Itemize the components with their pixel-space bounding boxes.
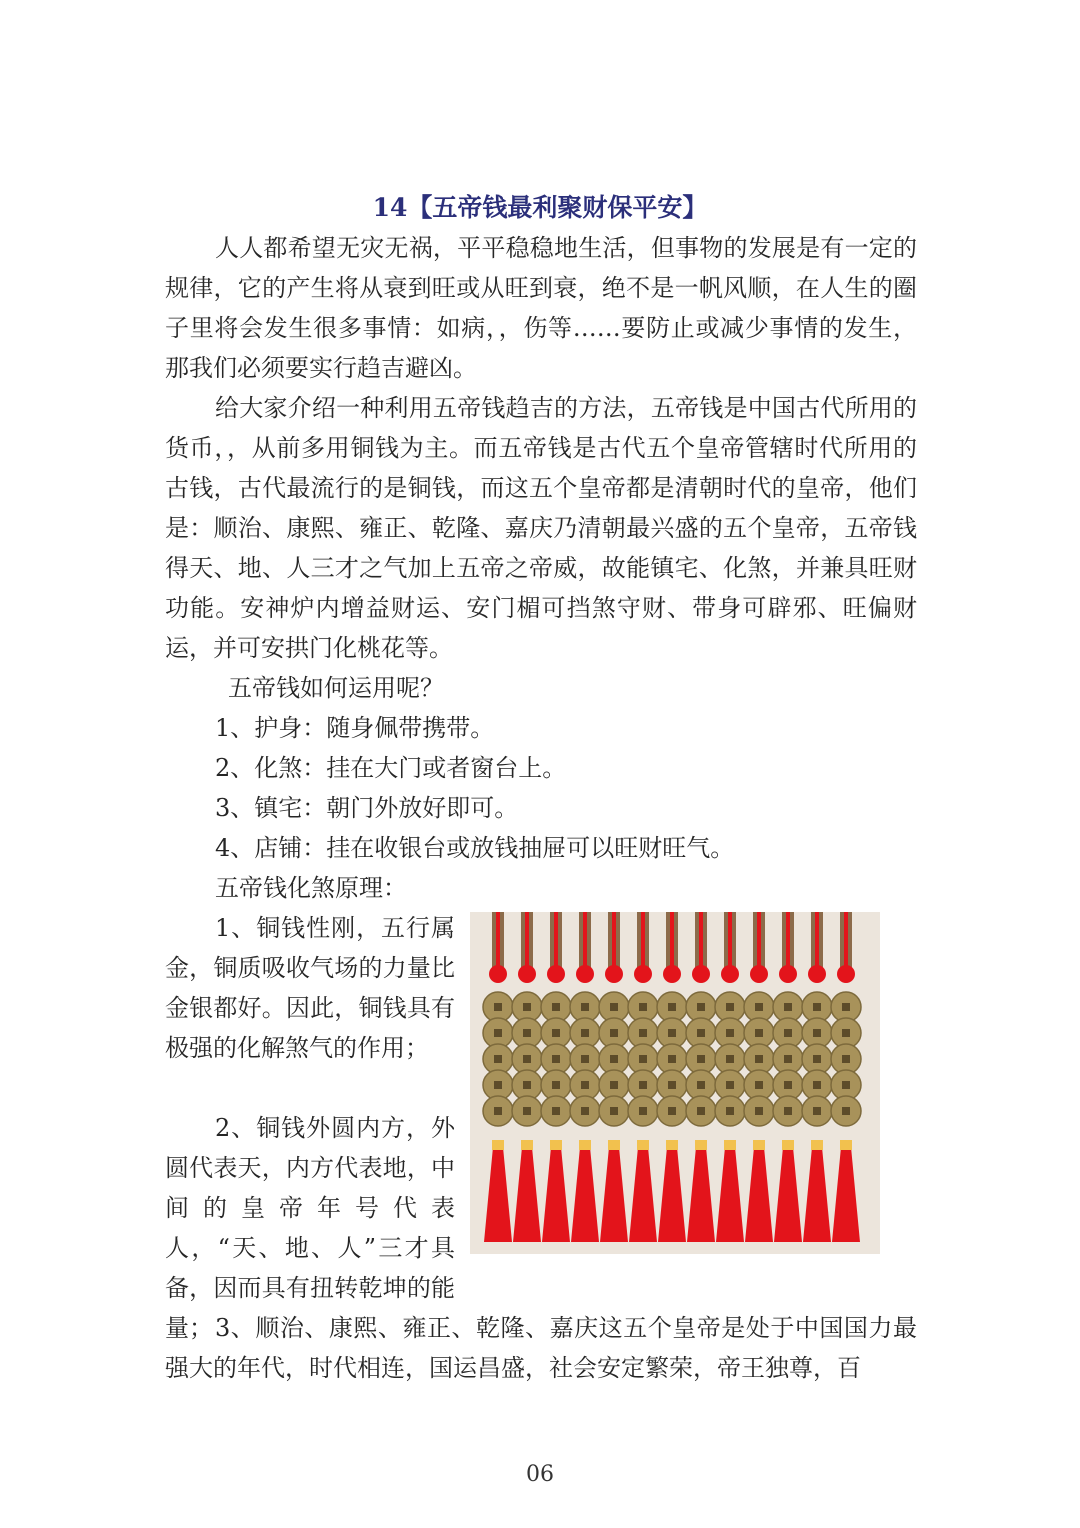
coin-tassel-image (470, 912, 880, 1254)
paragraph-principle-3: 3、顺治、康熙、雍正、乾隆、嘉庆这五个皇帝是处于中国国力最强大的年代，时代相连，国运昌盛，社会安定繁荣，帝王独尊，百 (165, 1314, 917, 1382)
five-emperor-coins-photo (470, 912, 880, 1254)
principle-item: 2、铜钱外圆内方，外圆代表天，内方代表地，中间的皇帝年号代表人，“天、地、人”三才具备，因而具有扭转乾坤的能量； (165, 1114, 455, 1342)
page-number: 06 (526, 1462, 554, 1487)
paragraph-description: 给大家介绍一种利用五帝钱趋吉的方法，五帝钱是中国古代所用的货币，，从前多用铜钱为主。而五帝钱是古代五个皇帝管辖时代所用的古钱，古代最流行的是铜钱，而这五个皇帝都是清朝时代的皇帝，他们是：顺治、康熙、雍正、乾隆、嘉庆乃清朝最兴盛的五个皇帝，五帝钱得天、地、人三才之气加上五帝之帝威，故能镇宅、化煞，并兼具旺财功能。安神炉内增益财运、安门楣可挡煞守财、带身可辟邪、旺偏财运，并可安拱门化桃花等。 (165, 394, 917, 662)
usage-item: 1、护身：随身佩带携带。 (215, 714, 495, 742)
paragraph-intro: 人人都希望无灾无祸，平平稳稳地生活，但事物的发展是有一定的规律，它的产生将从衰到旺或从旺到衰，绝不是一帆风顺，在人生的圈子里将会发生很多事情：如病，，伤等……要防止或减少事情的发生，那我们必须要实行趋吉避凶。 (165, 234, 917, 382)
principle-heading: 五帝钱化煞原理： (215, 874, 407, 902)
usage-item: 4、店铺：挂在收银台或放钱抽屉可以旺财旺气。 (215, 834, 735, 862)
principle-item: 1、铜钱性刚，五行属金，铜质吸收气场的力量比金银都好。因此，铜钱具有极强的化解煞气的作用； (165, 914, 455, 1062)
page-title: 14【五帝钱最利聚财保平安】 (372, 193, 708, 222)
usage-heading: 五帝钱如何运用呢？ (228, 674, 444, 702)
usage-item: 3、镇宅：朝门外放好即可。 (215, 794, 519, 822)
usage-item: 2、化煞：挂在大门或者窗台上。 (215, 754, 567, 782)
